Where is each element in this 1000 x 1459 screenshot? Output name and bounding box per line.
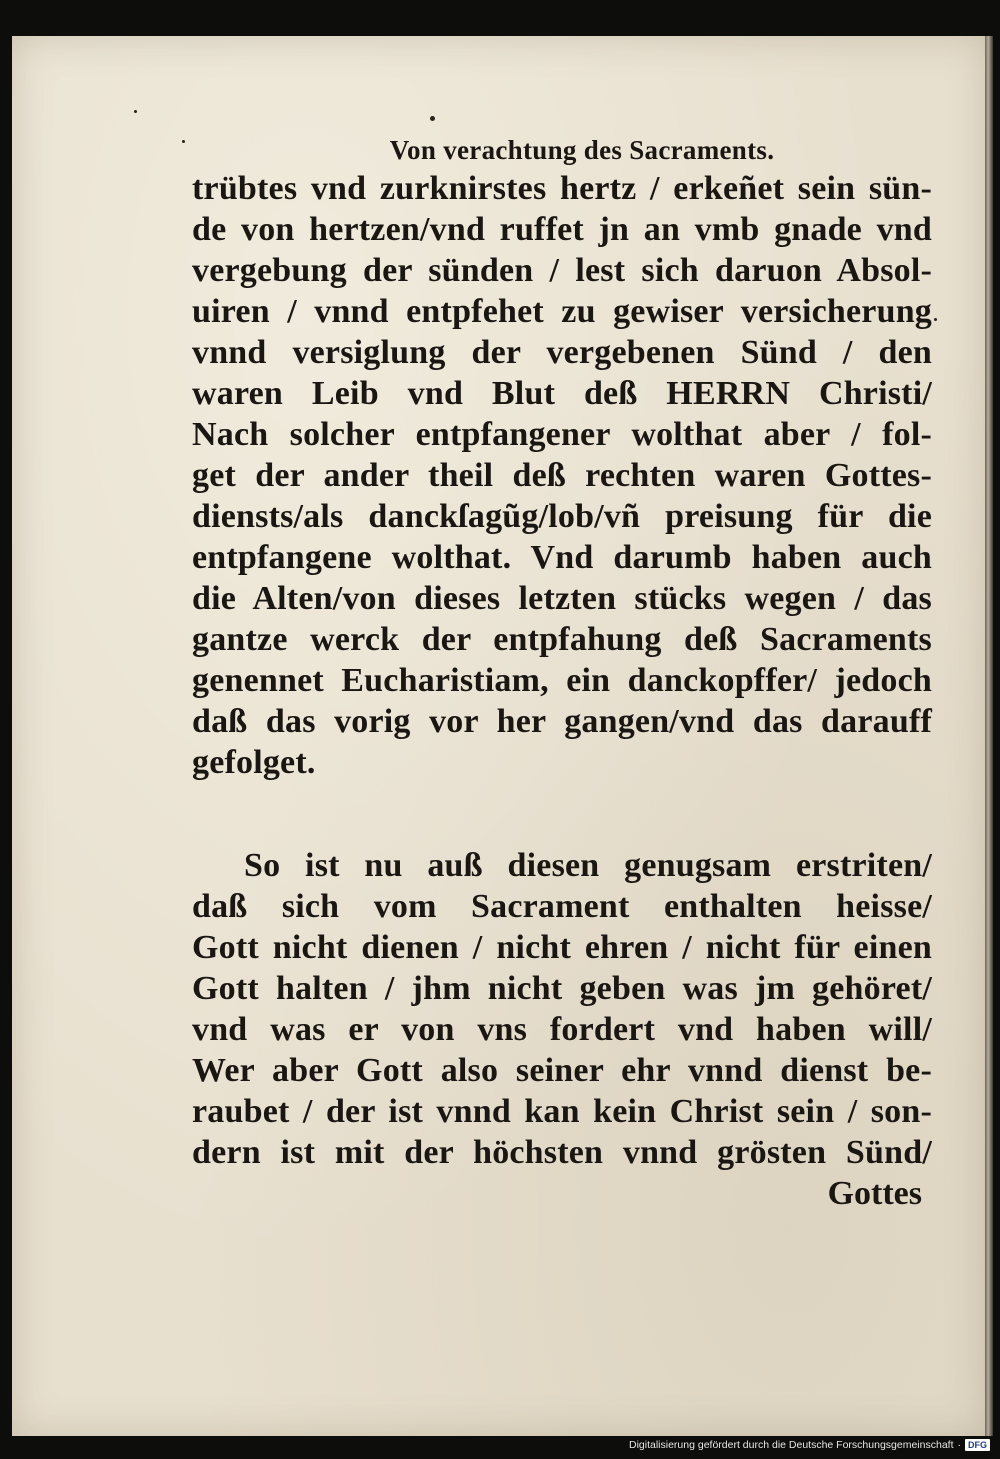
paragraph-gap — [192, 783, 932, 845]
text-block — [192, 132, 932, 1214]
credit-separator: · — [957, 1439, 961, 1451]
running-head: Von verachtung des Sacraments. — [389, 135, 775, 165]
dfg-logo[interactable]: DFG — [965, 1439, 990, 1451]
catchword: Gottes — [827, 1175, 922, 1212]
paragraph-2 — [192, 845, 932, 1173]
text-line: Gott halten / jhm nicht geben was jm gehöret/ — [192, 970, 932, 1007]
ink-speck — [182, 140, 185, 143]
text-line: gantze werck der entpfahung deß Sacraments — [192, 621, 932, 658]
text-line: entpfangene wolthat. Vnd darumb haben auch — [192, 539, 932, 576]
text-line: Wer aber Gott also seiner ehr vnnd dienst be- — [192, 1052, 932, 1089]
text-line: raubet / der ist vnnd kan kein Christ sein / son- — [192, 1093, 932, 1130]
text-line: trübtes vnd zurknirstes hertz / erkeñet sein sün- — [192, 170, 932, 207]
text-line: daß das vorig vor her gangen/vnd das darauff — [192, 703, 932, 740]
text-line: de von hertzen/vnd ruffet jn an vmb gnade vnd — [192, 211, 932, 248]
text-line: Gott nicht dienen / nicht ehren / nicht für einen — [192, 929, 932, 966]
text-line: gefolget. — [192, 744, 316, 781]
text-line: diensts/als danckſagũg/lob/vñ preisung für die — [192, 498, 932, 535]
funding-credit-text: Digitalisierung gefördert durch die Deutsche Forschungsgemeinschaft — [628, 1439, 954, 1451]
text-line: vnd was er von vns fordert vnd haben will/ — [192, 1011, 932, 1048]
text-line: daß sich vom Sacrament enthalten heisse/ — [192, 888, 932, 925]
text-line: vergebung der sünden / lest sich daruon Absol- — [192, 252, 932, 289]
text-line: genennet Eucharistiam, ein danckopffer/ jedoch — [192, 662, 932, 699]
text-line: waren Leib vnd Blut deß HERRN Christi/ — [192, 375, 932, 412]
ink-speck — [430, 116, 435, 121]
page-edge — [985, 36, 993, 1436]
text-line: Nach solcher entpfangener wolthat aber / fol- — [192, 416, 932, 453]
text-line: dern ist mit der höchsten vnnd grösten Sünd/ — [192, 1134, 932, 1171]
text-line: get der ander theil deß rechten waren Gottes- — [192, 457, 932, 494]
text-line: So ist nu auß diesen genugsam erstriten/ — [244, 847, 932, 884]
footer-credit — [629, 1437, 990, 1453]
paragraph-1 — [192, 168, 932, 783]
ink-speck — [934, 318, 937, 321]
text-line: uiren / vnnd entpfehet zu gewiser versicherung — [192, 293, 932, 330]
text-line: die Alten/von dieses letzten stücks wegen / das — [192, 580, 932, 617]
text-line: vnnd versiglung der vergebenen Sünd / den — [192, 334, 932, 371]
ink-speck — [134, 110, 137, 113]
